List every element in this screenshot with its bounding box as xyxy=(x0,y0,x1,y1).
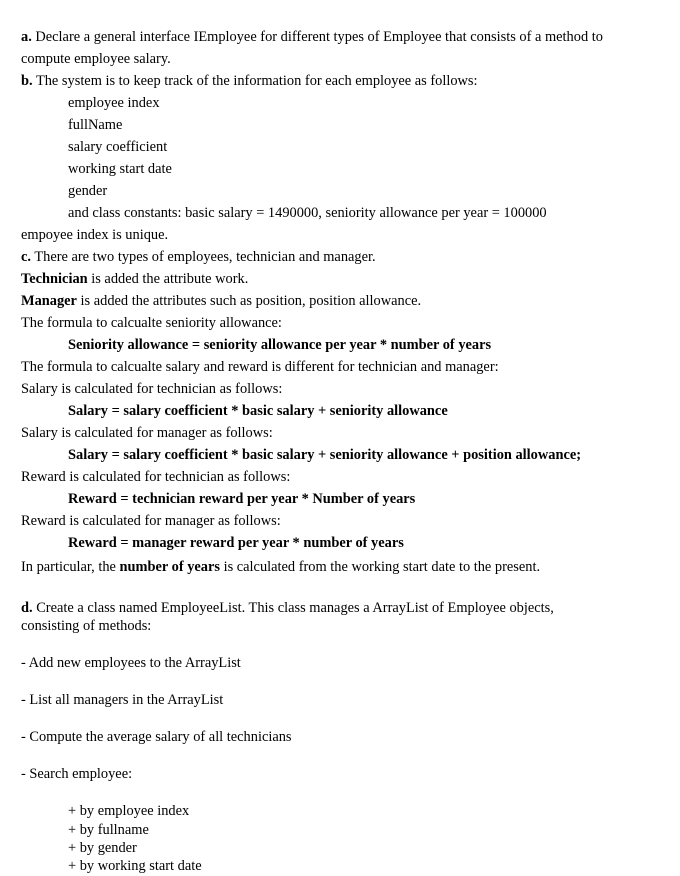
search-by-employee-index: + by employee index xyxy=(68,803,190,819)
section-d-line1: d. Create a class named EmployeeList. This class manages a ArrayList of Employee objects, xyxy=(21,600,554,616)
class-constants: and class constants: basic salary = 1490000, seniority allowance per year = 100000 xyxy=(68,205,547,221)
reward-technician-formula: Reward = technician reward per year * Number of years xyxy=(68,491,416,507)
search-by-fullname: + by fullname xyxy=(68,822,149,838)
section-a-label: a. xyxy=(21,29,32,45)
seniority-formula: Seniority allowance = seniority allowance per year * number of years xyxy=(68,337,492,353)
field-gender: gender xyxy=(68,183,108,199)
technician-term: Technician xyxy=(21,271,88,287)
field-salary-coefficient: salary coefficient xyxy=(68,139,168,155)
technician-line: Technician is added the attribute work. xyxy=(21,271,249,287)
reward-technician-intro: Reward is calculated for technician as follows: xyxy=(21,469,291,485)
difference-note: The formula to calcualte salary and reward is different for technician and manager: xyxy=(21,359,499,375)
reward-manager-formula: Reward = manager reward per year * number of years xyxy=(68,535,404,551)
section-a-line2: compute employee salary. xyxy=(21,51,171,67)
salary-technician-intro: Salary is calculated for technician as follows: xyxy=(21,381,283,397)
section-c-intro: c. There are two types of employees, technician and manager. xyxy=(21,249,376,265)
section-d-label: d. xyxy=(21,600,33,616)
search-by-gender: + by gender xyxy=(68,840,137,856)
manager-term: Manager xyxy=(21,293,77,309)
unique-note: empoyee index is unique. xyxy=(21,227,169,243)
manager-line: Manager is added the attributes such as position, position allowance. xyxy=(21,293,422,309)
section-a-line1: a. Declare a general interface IEmployee for different types of Employee that consists of a method to xyxy=(21,29,603,45)
seniority-intro: The formula to calcualte seniority allowance: xyxy=(21,315,282,331)
method-average-salary: - Compute the average salary of all technicians xyxy=(21,729,292,745)
field-working-start-date: working start date xyxy=(68,161,172,177)
section-d-line2: consisting of methods: xyxy=(21,618,152,634)
method-add-employees: - Add new employees to the ArrayList xyxy=(21,655,241,671)
salary-technician-formula: Salary = salary coefficient * basic salary + seniority allowance xyxy=(68,403,448,419)
section-b-intro: b. The system is to keep track of the information for each employee as follows: xyxy=(21,73,478,89)
section-b-label: b. xyxy=(21,73,33,89)
method-list-managers: - List all managers in the ArrayList xyxy=(21,692,224,708)
salary-manager-formula: Salary = salary coefficient * basic salary + seniority allowance + position allowance; xyxy=(68,447,582,463)
number-of-years-term: number of years xyxy=(119,559,220,575)
salary-manager-intro: Salary is calculated for manager as follows: xyxy=(21,425,273,441)
field-employee-index: employee index xyxy=(68,95,160,111)
method-search-employee: - Search employee: xyxy=(21,766,133,782)
search-by-working-start-date: + by working start date xyxy=(68,858,202,874)
particular-note: In particular, the number of years is calculated from the working start date to the present. xyxy=(21,559,541,575)
field-fullname: fullName xyxy=(68,117,123,133)
reward-manager-intro: Reward is calculated for manager as follows: xyxy=(21,513,281,529)
section-c-label: c. xyxy=(21,249,31,265)
